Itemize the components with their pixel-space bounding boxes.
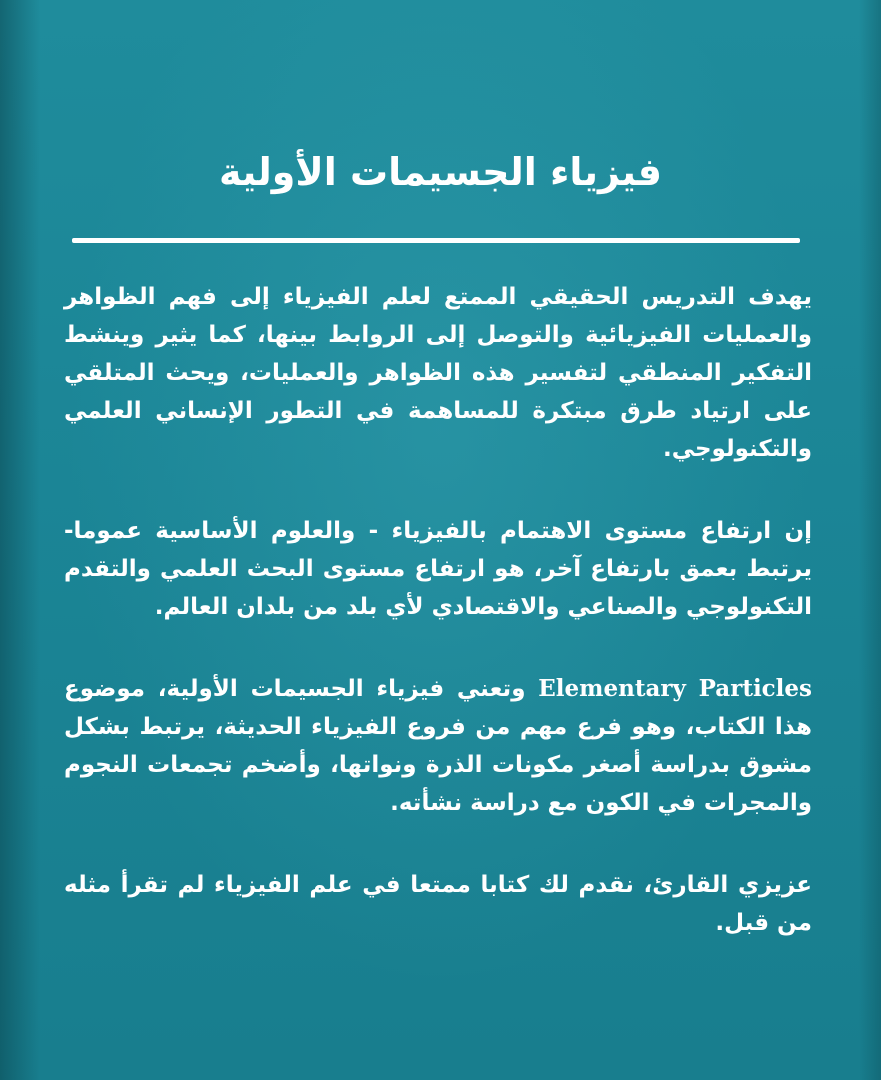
blurb-paragraph-1: يهدف التدريس الحقيقي الممتع لعلم الفيزياء إلى فهم الظواهر والعمليات الفيزيائية والتوصل إلى الروابط بينها، كما يثير وينشط التفكير المنطقي لتفسير هذه الظواهر والعمليات، ويحث المتلقي على ارتياد طرق مبتكرة للمساهمة في التطور الإنساني العلمي والتكنولوجي. — [64, 284, 812, 462]
latin-term: Elementary Particles — [538, 675, 813, 702]
blurb-paragraph-3 — [64, 670, 812, 822]
blurb — [64, 278, 812, 986]
title-divider — [72, 238, 800, 243]
blurb-paragraph-4: عزيزي القارئ، نقدم لك كتابا ممتعا في علم الفيزياء لم تقرأ مثله من قبل. — [64, 872, 812, 936]
blurb-paragraph-3-end: موضوع هذا الكتاب، وهو فرع مهم من فروع الفيزياء الحديثة، يرتبط بشكل مشوق بدراسة أصغر مكونات الذرة ونواتها، وأضخم تجمعات النجوم والمجرات في الكون مع دراسة نشأته. — [64, 676, 812, 816]
book-title: فيزياء الجسيمات الأولية — [218, 150, 662, 194]
blurb-paragraph-3-start: وتعني فيزياء الجسيمات الأولية، — [157, 676, 526, 702]
blurb-paragraph-2: إن ارتفاع مستوى الاهتمام بالفيزياء - والعلوم الأساسية عموما- يرتبط بعمق بارتفاع آخر، هو ارتفاع مستوى البحث العلمي والتقدم التكنولوجي والصناعي والاقتصادي لأي بلد من بلدان العالم. — [64, 518, 812, 620]
